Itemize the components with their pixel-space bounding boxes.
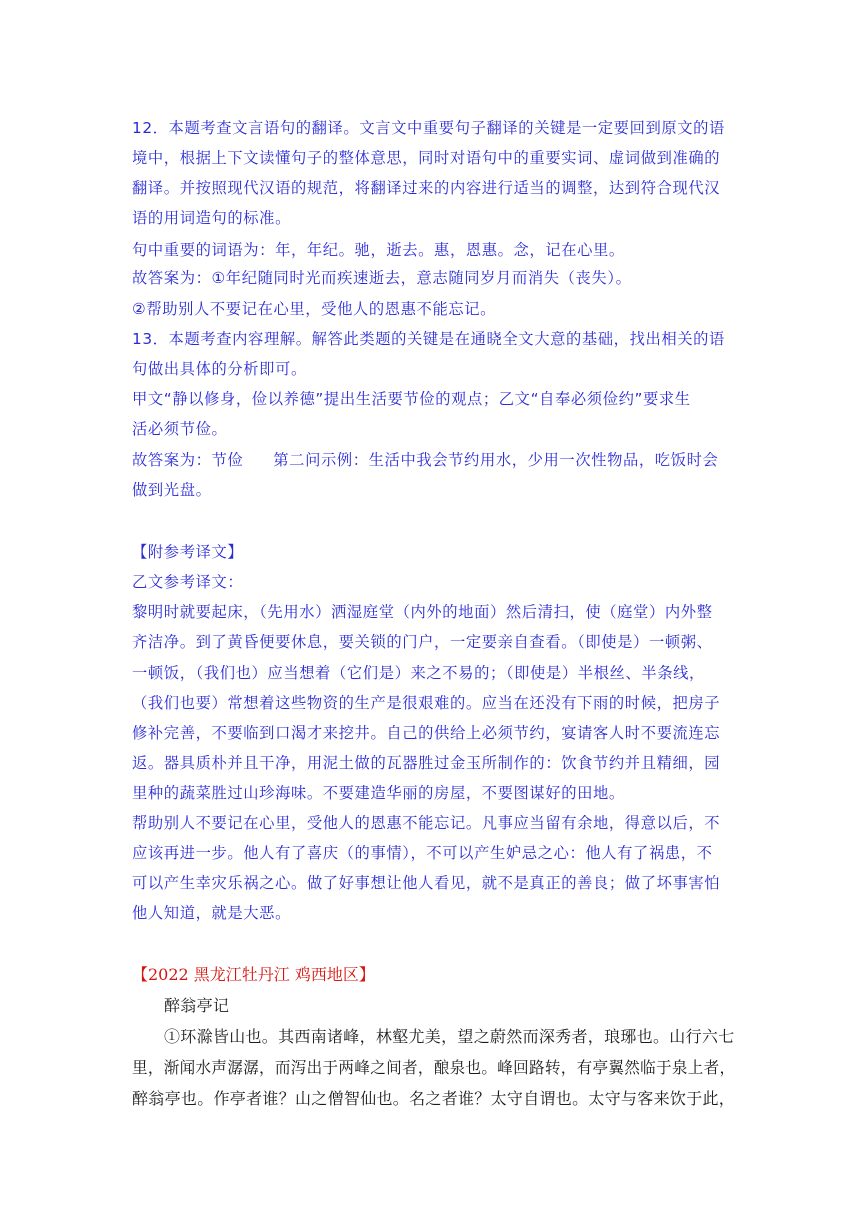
source-tag: 【2022 黑龙江牡丹江 鸡西地区】: [132, 965, 375, 984]
passage-title: 醉翁亭记: [164, 996, 230, 1015]
reference-para2-line-1: 帮助别人不要记在心里，受他人的恩惠不能忘记。凡事应当留有余地，得意以后，不: [132, 814, 721, 832]
q13-answer-label: 故答案为：节俭: [132, 451, 244, 469]
q13-answer-cont: 做到光盘。: [132, 481, 212, 499]
reference-heading: 【附参考译文】: [132, 543, 244, 561]
q12-key-words: 句中重要的词语为：年，年纪。驰，逝去。惠，恩惠。念，记在心里。: [132, 241, 625, 259]
reference-para1-line-2: 齐洁净。到了黄昏便要休息，要关锁的门户，一定要亲自查看。（即使是）一顿粥、: [132, 633, 713, 651]
q12-line-4: 语的用词造句的标准。: [132, 209, 291, 227]
passage-line-3: 醉翁亭也。作亭者谁？山之僧智仙也。名之者谁？太守自谓也。太守与客来饮于此，: [132, 1089, 736, 1108]
reference-para1-line-6: 返。器具质朴并且干净，用泥土做的瓦器胜过金玉所制作的：饮食节约并且精细，园: [132, 754, 721, 772]
q12-line-1: 12．本题考查文言语句的翻译。文言文中重要句子翻译的关键是一定要回到原文的语: [132, 119, 725, 137]
q13-line-2: 句做出具体的分析即可。: [132, 360, 307, 378]
q13-line-4: 活必须节俭。: [132, 420, 228, 438]
reference-para1-line-3: 一顿饭，（我们也）应当想着（它们是）来之不易的；（即使是）半根丝、半条线，: [132, 664, 705, 682]
q13-answer: [132, 448, 718, 470]
reference-para1-line-7: 里种的蔬菜胜过山珍海味。不要建造华丽的房屋，不要图谋好的田地。: [132, 784, 625, 802]
passage-line-2: 里，渐闻水声潺潺，而泻出于两峰之间者，酿泉也。峰回路转，有亭翼然临于泉上者，: [132, 1058, 736, 1077]
q13-line-3: 甲文“静以修身，俭以养德”提出生活要节俭的观点；乙文“自奉必须俭约”要求生: [132, 390, 691, 408]
reference-para2-line-4: 他人知道，就是大恶。: [132, 904, 291, 922]
reference-para1-line-1: 黎明时就要起床，（先用水）洒湿庭堂（内外的地面）然后清扫，使（庭堂）内外整: [132, 603, 713, 621]
q13-line-1: 13．本题考查内容理解。解答此类题的关键是在通晓全文大意的基础，找出相关的语: [132, 330, 725, 348]
q12-line-3: 翻译。并按照现代汉语的规范，将翻译过来的内容进行适当的调整，达到符合现代汉: [132, 179, 721, 197]
reference-para1-line-4: （我们也要）常想着这些物资的生产是很艰难的。应当在还没有下雨的时候，把房子: [132, 694, 721, 712]
reference-para2-line-3: 可以产生幸灾乐祸之心。做了好事想让他人看见，就不是真正的善良；做了坏事害怕: [132, 874, 721, 892]
q12-answer-2: ②帮助别人不要记在心里，受他人的恩惠不能忘记。: [132, 300, 497, 318]
q12-line-2: 境中，根据上下文读懂句子的整体意思，同时对语句中的重要实词、虚词做到准确的: [132, 149, 721, 167]
reference-subheading: 乙文参考译文：: [132, 573, 244, 591]
q13-answer-example: 第二问示例：生活中我会节约用水，少用一次性物品，吃饭时会: [273, 451, 719, 469]
reference-para1-line-5: 修补完善，不要临到口渴才来挖井。自己的供给上必须节约，宴请客人时不要流连忘: [132, 724, 721, 742]
passage-line-1: ①环滁皆山也。其西南诸峰，林壑尤美，望之蔚然而深秀者，琅琊也。山行六七: [164, 1027, 735, 1046]
q12-answer-1: 故答案为：①年纪随同时光而疾速逝去，意志随同岁月而消失（丧失）。: [132, 269, 632, 287]
reference-para2-line-2: 应该再进一步。他人有了喜庆（的事情），不可以产生妒忌之心：他人有了祸患，不: [132, 844, 713, 862]
